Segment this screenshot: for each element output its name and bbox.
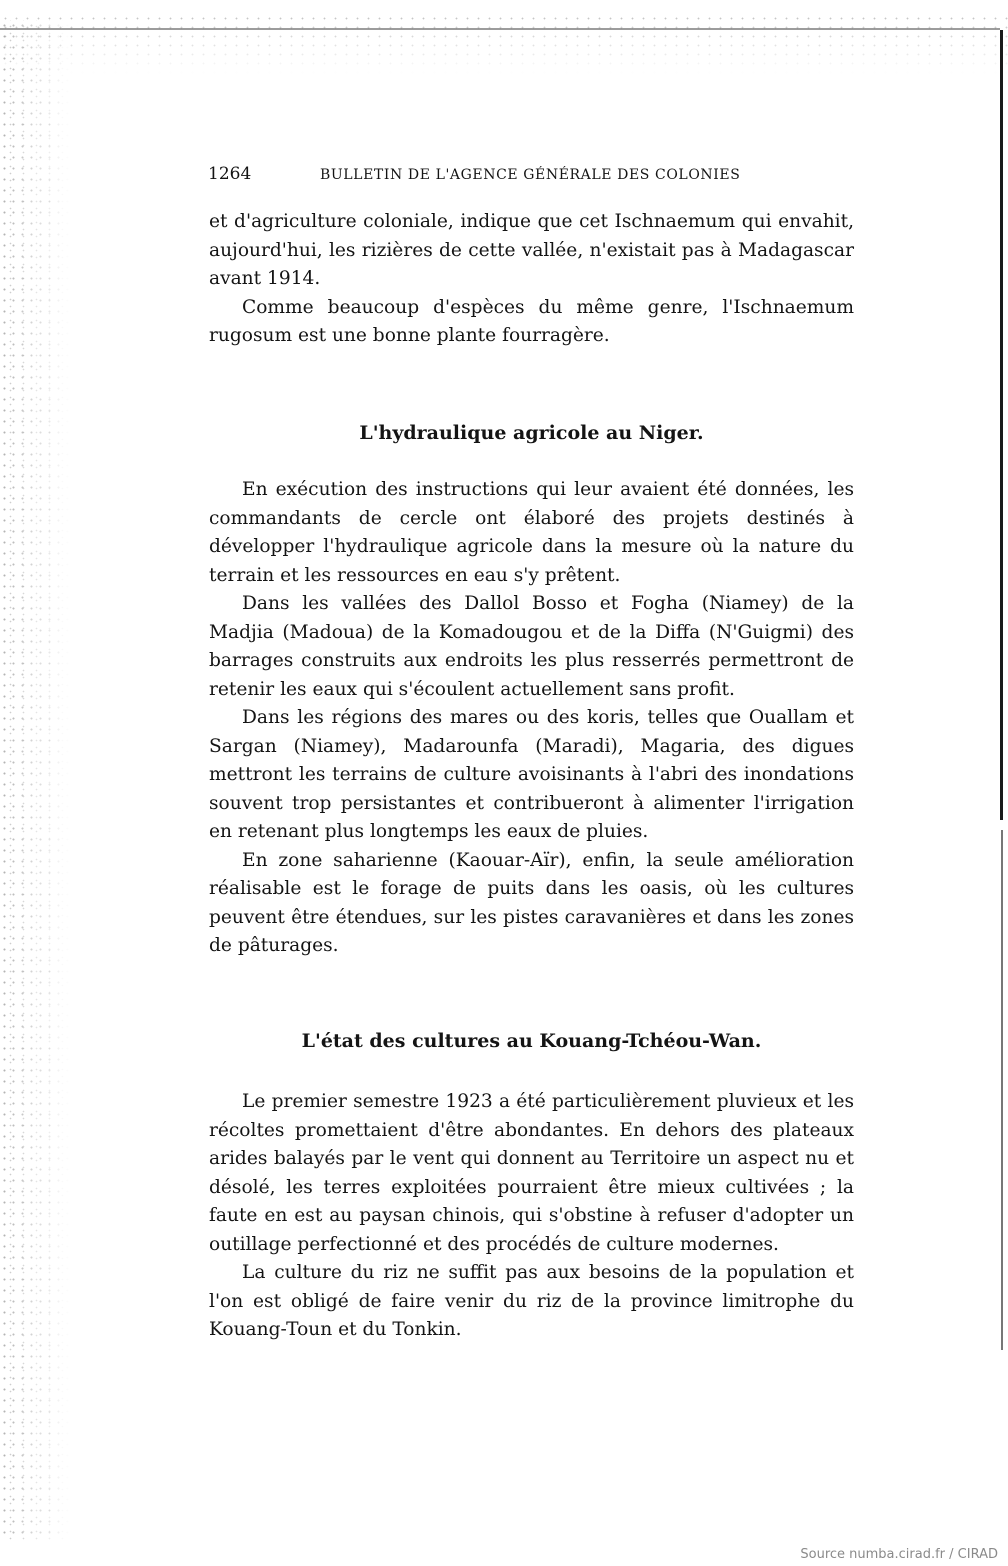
paragraph: Dans les vallées des Dallol Bosso et Fogha (Niamey) de la Madjia (Madoua) de la Komadougou et de la Diffa (N'Guigmi) des barrages construits aux endroits les plus resserrés permettront de retenir les eaux qui s'écoulent actuellement sans profit. <box>209 593 854 700</box>
section-cultures-body <box>209 1088 854 1345</box>
intro-paragraph-1: et d'agriculture coloniale, indique que cet Ischnaemum qui envahit, aujourd'hui, les rizières de cette vallée, n'existait pas à Madagascar avant 1914. <box>209 211 854 289</box>
scan-edge-left <box>0 20 70 1540</box>
paragraph: Dans les régions des mares ou des koris, telles que Ouallam et Sargan (Niamey), Madarounfa (Maradi), Magaria, des digues mettront les terrains de culture avoisinants à l'abri des inondations souvent trop persistantes et contribueront à alimenter l'irrigation en retenant plus longtemps les eaux de pluies. <box>209 707 854 842</box>
paragraph: En zone saharienne (Kaouar-Aïr), enfin, la seule amélioration réalisable est le forage de puits dans les oasis, où les cultures peuvent être étendues, sur les pistes caravanières et dans les zones de pâturages. <box>209 849 854 956</box>
section-hydraulique-body <box>209 476 854 961</box>
intro-text <box>209 208 854 351</box>
intro-paragraph-2: Comme beaucoup d'espèces du même genre, l'Ischnaemum rugosum est une bonne plante fourragère. <box>209 296 854 346</box>
section-title-cultures: L'état des cultures au Kouang-Tchéou-Wan. <box>301 1030 762 1052</box>
paragraph: La culture du riz ne suffit pas aux besoins de la population et l'on est obligé de faire venir du riz de la province limitrophe du Kouang-Toun et du Tonkin. <box>209 1262 854 1340</box>
scan-edge-top <box>0 14 1008 74</box>
page-number: 1264 <box>208 164 252 184</box>
paragraph: Le premier semestre 1923 a été particulièrement pluvieux et les récoltes promettaient d'être abondantes. En dehors des plateaux arides balayés par le vent qui donnent au Territoire un aspect nu et désolé, les terres exploitées pourraient être mieux cultivées ; la faute en est au paysan chinois, qui s'obstine à refuser d'adopter un outillage perfectionné et des procédés de culture modernes. <box>209 1091 854 1255</box>
source-credit: Source numba.cirad.fr / CIRAD <box>800 1547 998 1562</box>
section-title-hydraulique: L'hydraulique agricole au Niger. <box>359 422 704 444</box>
scan-border-right <box>1000 30 1003 820</box>
running-title: BULLETIN DE L'AGENCE GÉNÉRALE DES COLONIES <box>320 167 741 183</box>
paragraph: En exécution des instructions qui leur avaient été données, les commandants de cercle ont élaboré des projets destinés à développer l'hydraulique agricole dans la mesure où la nature du terrain et les ressources en eau s'y prêtent. <box>209 479 854 586</box>
scan-border-top <box>0 28 1000 30</box>
running-header <box>208 164 768 190</box>
scan-border-right-lower <box>1001 830 1003 1350</box>
